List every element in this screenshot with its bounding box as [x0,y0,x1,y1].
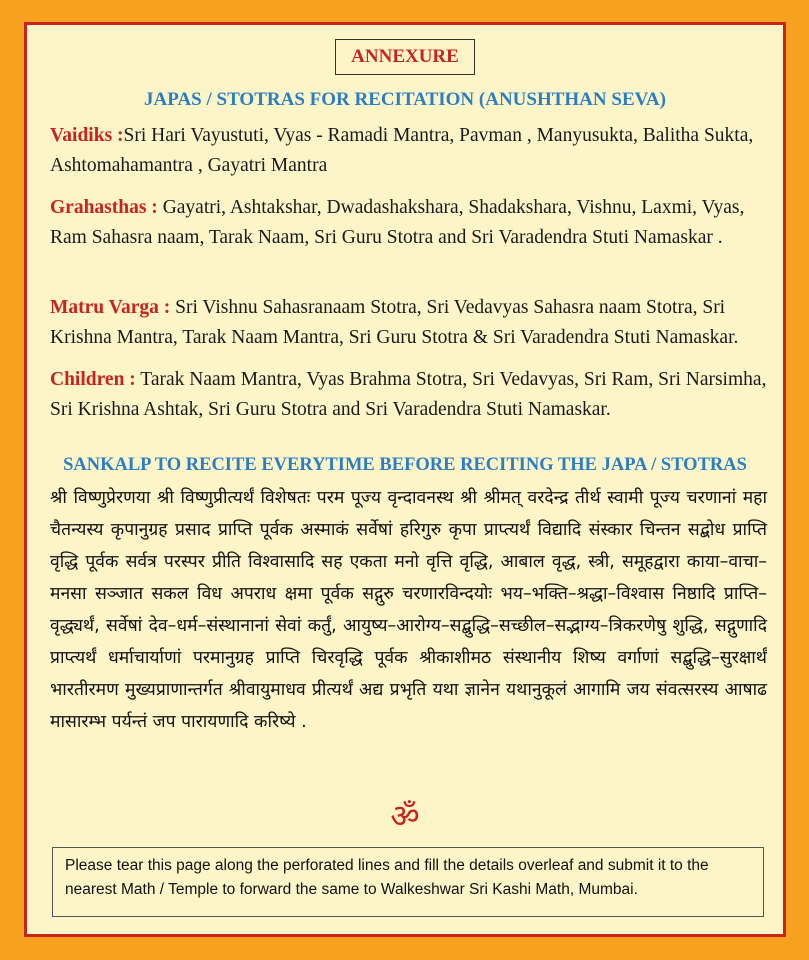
section-children [50,365,767,425]
section-text: Sri Vishnu Sahasranaam Stotra, Sri Vedavyas Sahasra naam Stotra, Sri Krishna Mantra, Tarak Naam Mantra, Sri Guru Stotra & Sri Varadendra Stuti Namaskar. [50,297,739,348]
section-label: Children : [50,369,136,390]
section-text: Sri Hari Vayustuti, Vyas - Ramadi Mantra, Pavman , Manyusukta, Balitha Sukta, Ashtomahamantra , Gayatri Mantra [50,125,754,176]
sankalp-text: श्री विष्णुप्रेरणया श्री विष्णुप्रीत्यर्थं विशेषतः परम पूज्य वृन्दावनस्थ श्री श्रीमत् वरदेन्द्र तीर्थ स्वामी पूज्य चरणानां महा चैतन्यस्य कृपानुग्रह प्रसाद प्राप्ति पूर्वक अस्माकं सर्वेषां हरिगुरु कृपा प्राप्त्यर्थं विद्यादि संस्कार चिन्तन सद्बोध प्राप्ति वृद्धि पूर्वक सर्वत्र परस्पर प्रीति विश्वासादि सह एकता मनो वृत्ति वृद्धि, आबाल वृद्ध, स्त्री, समूहद्वारा काया–वाचा–मनसा सञ्जात सकल विध अपराध क्षमा पूर्वक सद्गुरु चरणारविन्दयोः भय–भक्ति–श्रद्धा–विश्वास निष्ठादि प्राप्ति–वृद्ध्यर्थं, सर्वेषां देव–धर्म–संस्थानानां सेवां कर्तुं, आयुष्य–आरोग्य–सद्बुद्धि–सच्छील–सद्भाग्य–त्रिकरणेषु शुद्धि, सद्गुणादि प्राप्त्यर्थं धर्माचार्याणां परमानुग्रह प्राप्ति चिरवृद्धि पूर्वक श्रीकाशीमठ संस्थानीय शिष्य वर्गाणां सद्बुद्धि–सुरक्षार्थं भारतीरमण मुख्यप्राणान्तर्गत श्रीवायुमाधव प्रीत्यर्थं अद्य प्रभृति यथा ज्ञानेन यथानुकूलं आगामि जय संवत्सरस्य आषाढ मासारम्भ पर्यन्तं जप पारायणादि करिष्ये . [50,488,767,732]
section-label: Vaidiks : [50,125,124,146]
section-label: Grahasthas : [50,197,158,218]
annexure-title-box [335,39,475,75]
section-matru-varga [50,293,767,353]
recitation-subtitle: JAPAS / STOTRAS FOR RECITATION (ANUSHTHAN SEVA) [144,89,666,110]
annexure-sheet [24,22,786,937]
section-text: Gayatri, Ashtakshar, Dwadashakshara, Shadakshara, Vishnu, Laxmi, Vyas, Ram Sahasra naam, Tarak Naam, Sri Guru Stotra and Sri Varadendra Stuti Namaskar . [50,197,745,248]
om-symbol [385,795,425,835]
section-vaidiks [50,121,767,181]
section-label: Matru Varga : [50,297,171,318]
om-icon [385,795,425,835]
om-glyph: ॐ [390,797,420,835]
instruction-text: Please tear this page along the perforated lines and fill the details overleaf and submit it to the nearest Math / Temple to forward the same to Walkeshwar Sri Kashi Math, Mumbai. [65,857,709,898]
instruction-note [52,847,764,917]
section-text: Tarak Naam Mantra, Vyas Brahma Stotra, Sri Vedavyas, Sri Ram, Sri Narsimha, Sri Krishna Ashtak, Sri Guru Stotra and Sri Varadendra Stuti Namaskar. [50,369,767,420]
annexure-title: ANNEXURE [351,46,459,67]
section-grahasthas [50,193,767,253]
sankalp-heading: SANKALP TO RECITE EVERYTIME BEFORE RECITING THE JAPA / STOTRAS [63,455,747,475]
